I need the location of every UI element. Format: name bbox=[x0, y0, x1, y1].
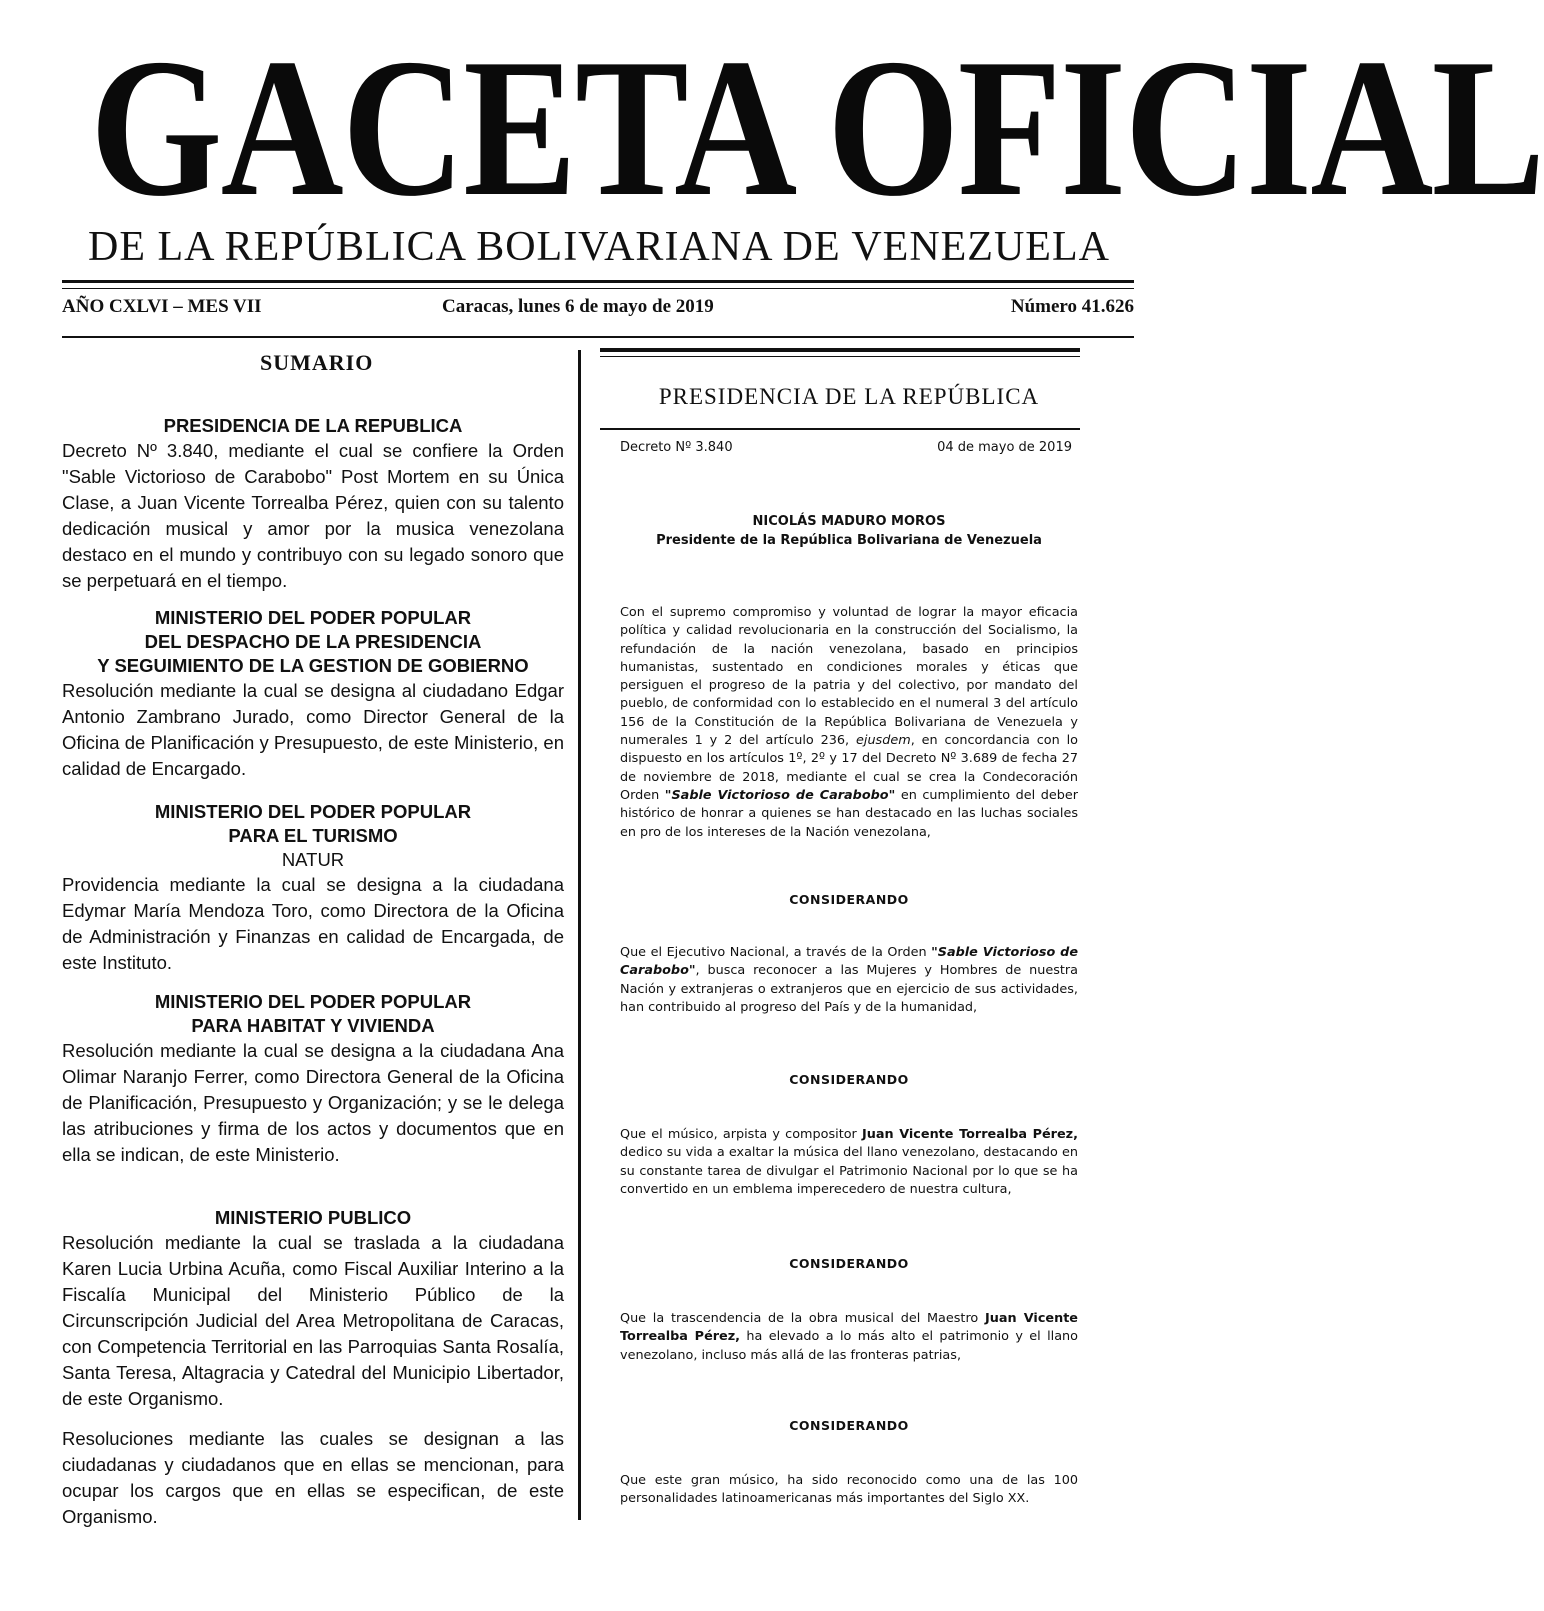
sumario-entry: Decreto Nº 3.840, mediante el cual se confiere la Orden "Sable Victorioso de Carabobo" Post Mortem en su Única Clase, a Juan Vicente Torrealba Pérez, quien con su talento dedicación musical y amor por la musica venezolana destaco en el mundo y contribuyo con su legado sonoro que se perpetuará en el tiempo. bbox=[62, 440, 564, 591]
top-rule-thin bbox=[62, 288, 1134, 289]
considerando-1 bbox=[620, 892, 1078, 907]
considerando-4-text bbox=[620, 1472, 1078, 1509]
considerando-1-text bbox=[620, 944, 1078, 1017]
signer-name: NICOLÁS MADURO MOROS bbox=[752, 514, 946, 529]
sumario-section-ministerio-publico bbox=[62, 1206, 564, 1530]
sumario-heading: MINISTERIO DEL PODER POPULAR bbox=[154, 991, 472, 1012]
sumario-entry: Resolución mediante la cual se designa a la ciudadana Ana Olimar Naranjo Ferrer, como Directora General de la Oficina de Planificación, Presupuesto y Organización; y se le delega las atribuciones y firma de los actos y documentos que en ella se indican, de este Ministerio. bbox=[62, 1040, 564, 1165]
sumario-subheading: NATUR bbox=[281, 849, 345, 870]
decree-signer bbox=[620, 512, 1078, 550]
sumario-heading: DEL DESPACHO DE LA PRESIDENCIA bbox=[144, 631, 482, 652]
sumario-heading: MINISTERIO DEL PODER POPULAR bbox=[154, 801, 472, 822]
considerando-2 bbox=[620, 1072, 1078, 1087]
sumario-entry: Resolución mediante la cual se traslada a la ciudadana Karen Lucia Urbina Acuña, como Fiscal Auxiliar Interino a la Fiscalía Municipal del Ministerio Público de la Circunscripción Judicial del Area Metropolitana de Caracas, con Competencia Territorial en las Parroquias Santa Rosalía, Santa Teresa, Altagracia y Catedral del Municipio Libertador, de este Organismo. bbox=[62, 1232, 564, 1409]
gazette-masthead-subtitle: DE LA REPÚBLICA BOLIVARIANA DE VENEZUELA bbox=[88, 224, 1110, 270]
sumario-entry: Resoluciones mediante las cuales se designan a las ciudadanas y ciudadanos que en ellas se mencionan, para ocupar los cargos que en ellas se especifican, de este Organismo. bbox=[62, 1428, 564, 1527]
sumario-section-despacho bbox=[62, 606, 564, 782]
considerando-heading: CONSIDERANDO bbox=[789, 892, 909, 907]
issue-info-bar bbox=[62, 296, 1134, 326]
issue-year-month: AÑO CXLVI – MES VII bbox=[62, 296, 262, 317]
decree-top-rule-thin bbox=[600, 356, 1080, 357]
considerando-heading: CONSIDERANDO bbox=[789, 1072, 909, 1087]
decree-section-title: PRESIDENCIA DE LA REPÚBLICA bbox=[658, 384, 1040, 409]
sumario-heading: MINISTERIO PUBLICO bbox=[214, 1207, 412, 1228]
column-divider bbox=[578, 350, 581, 1520]
considerando-heading: CONSIDERANDO bbox=[789, 1418, 909, 1433]
sumario-title: SUMARIO bbox=[260, 350, 374, 375]
decree-number: Decreto Nº 3.840 bbox=[620, 440, 733, 455]
sumario-section-turismo bbox=[62, 800, 564, 976]
issue-date: Caracas, lunes 6 de mayo de 2019 bbox=[442, 296, 714, 317]
considerando-4 bbox=[620, 1418, 1078, 1433]
gazette-masthead-title: GACETA OFICIAL bbox=[90, 18, 1544, 237]
considerando-2-text bbox=[620, 1126, 1078, 1199]
considerando-heading: CONSIDERANDO bbox=[789, 1256, 909, 1271]
decree-preamble bbox=[620, 604, 1078, 842]
sumario-heading: Y SEGUIMIENTO DE LA GESTION DE GOBIERNO bbox=[97, 655, 529, 676]
considerando-paragraph: Que este gran músico, ha sido reconocido como una de las 100 personalidades latinoamericanas más importantes del Siglo XX. bbox=[620, 1473, 1078, 1507]
considerando-3-text bbox=[620, 1310, 1078, 1365]
decree-date: 04 de mayo de 2019 bbox=[937, 440, 1072, 455]
sumario-section-presidencia bbox=[62, 414, 564, 594]
decree-top-rule-thick bbox=[600, 348, 1080, 352]
sumario-heading: PARA EL TURISMO bbox=[228, 825, 398, 846]
sumario-entry: Providencia mediante la cual se designa a la ciudadana Edymar María Mendoza Toro, como Directora de la Oficina de Administración y Finanzas en calidad de Encargada, de este Instituto. bbox=[62, 874, 564, 973]
considerando-paragraph: Que la trascendencia de la obra musical del Maestro Juan Vicente Torrealba Pérez, ha elevado a lo más alto el patrimonio y el llano venezolano, incluso más allá de las fronteras patrias, bbox=[620, 1311, 1078, 1363]
sumario-heading: MINISTERIO DEL PODER POPULAR bbox=[154, 607, 472, 628]
issue-number: Número 41.626 bbox=[1010, 296, 1134, 317]
preamble-paragraph: Con el supremo compromiso y voluntad de lograr la mayor eficacia política y calidad revolucionaria en la construcción del Socialismo, la refundación de la nación venezolana, basado en principios humanistas, sustentado en condiciones morales y éticas que persiguen el progreso de la patria y del colectivo, por mandato del pueblo, de conformidad con lo establecido en el numeral 3 del artículo 156 de la Constitución de la República Bolivariana de Venezuela y numerales 1 y 2 del artículo 236, ejusdem, en concordancia con lo dispuesto en los artículos 1º, 2º y 17 del Decreto Nº 3.689 de fecha 27 de noviembre de 2018, mediante el cual se crea la Condecoración Orden "Sable Victorioso de Carabobo" en cumplimiento del deber histórico de honrar a quienes se han destacado en las luchas sociales en pro de los intereses de la Nación venezolana, bbox=[620, 605, 1078, 840]
infobar-rule bbox=[62, 336, 1134, 338]
sumario-section-vivienda bbox=[62, 990, 564, 1168]
sumario-heading: PRESIDENCIA DE LA REPUBLICA bbox=[163, 415, 463, 436]
considerando-paragraph: Que el músico, arpista y compositor Juan Vicente Torrealba Pérez, dedico su vida a exaltar la música del llano venezolano, destacando en su constante tarea de divulgar el Patrimonio Nacional por lo que se ha convertido en un emblema imperecedero de nuestra cultura, bbox=[620, 1127, 1078, 1197]
sumario-heading: PARA HABITAT Y VIVIENDA bbox=[191, 1015, 435, 1036]
considerando-3 bbox=[620, 1256, 1078, 1271]
sumario-entry: Resolución mediante la cual se designa al ciudadano Edgar Antonio Zambrano Jurado, como Director General de la Oficina de Planificación y Presupuesto, de este Ministerio, en calidad de Encargado. bbox=[62, 680, 564, 779]
considerando-paragraph: Que el Ejecutivo Nacional, a través de la Orden "Sable Victorioso de Carabobo", busca reconocer a las Mujeres y Hombres de nuestra Nación y extranjeras o extranjeros que en ejercicio de sus actividades, han contribuido al progreso del País y de la humanidad, bbox=[620, 945, 1079, 1015]
decree-title-rule bbox=[600, 428, 1080, 430]
signer-title: Presidente de la República Bolivariana de Venezuela bbox=[656, 533, 1042, 548]
top-rule-thick bbox=[62, 280, 1134, 283]
